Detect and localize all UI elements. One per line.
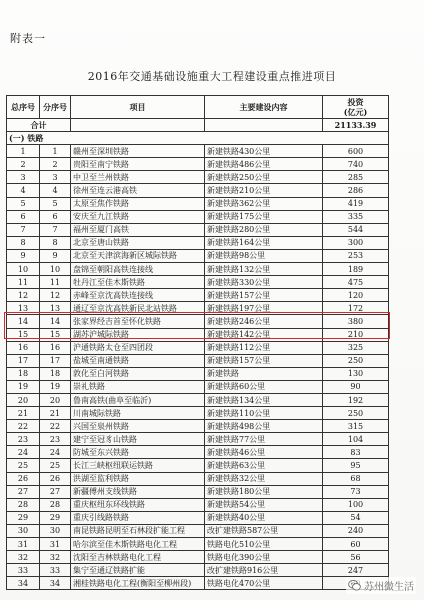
row-sub-no: 18 xyxy=(40,367,71,380)
row-total-no: 13 xyxy=(7,302,40,315)
row-project: 崇礼铁路 xyxy=(71,380,205,393)
row-investment: 56 xyxy=(323,551,389,564)
row-sub-no: 33 xyxy=(40,564,71,577)
row-investment: 250 xyxy=(323,407,389,420)
row-sub-no: 13 xyxy=(40,302,71,315)
row-investment: 419 xyxy=(323,197,389,210)
row-content: 新建铁路77公里 xyxy=(205,433,323,446)
row-sub-no: 14 xyxy=(40,315,71,328)
section-label: (一) 铁路 xyxy=(7,132,389,145)
row-content: 新建铁路40公里 xyxy=(205,511,323,524)
row-total-no: 1 xyxy=(7,145,40,158)
row-project: 湖苏沪城际铁路 xyxy=(71,328,205,341)
row-project: 南昆铁路昆明至石林段扩能工程 xyxy=(71,524,205,537)
table-row xyxy=(7,302,389,315)
table-row xyxy=(7,184,389,197)
row-project: 洪湖至监利铁路 xyxy=(71,472,205,485)
table-row xyxy=(7,145,389,158)
row-investment: 740 xyxy=(323,158,389,171)
row-sub-no: 17 xyxy=(40,354,71,367)
row-project: 建宁至冠豸山铁路 xyxy=(71,433,205,446)
row-project: 北京至唐山铁路 xyxy=(71,236,205,249)
row-total-no: 27 xyxy=(7,485,40,498)
row-project: 重庆引线路铁路 xyxy=(71,511,205,524)
row-project: 长江三峡枢纽联运铁路 xyxy=(71,459,205,472)
row-investment: 189 xyxy=(323,263,389,276)
row-content: 新建铁路134公里 xyxy=(205,393,323,406)
row-investment: 60 xyxy=(323,538,389,551)
row-investment: 120 xyxy=(323,289,389,302)
row-project: 通辽至京沈高铁新民北站铁路 xyxy=(71,302,205,315)
row-total-no: 2 xyxy=(7,158,40,171)
row-content: 新建铁路330公里 xyxy=(205,276,323,289)
table-row xyxy=(7,249,389,262)
row-content: 新建铁路246公里 xyxy=(205,315,323,328)
row-total-no: 3 xyxy=(7,171,40,184)
row-project: 牡丹江至佳木斯铁路 xyxy=(71,276,205,289)
row-content: 新建铁路142公里 xyxy=(205,328,323,341)
row-investment: 600 xyxy=(323,145,389,158)
row-project: 新疆傅州支线铁路 xyxy=(71,485,205,498)
table-row xyxy=(7,538,389,551)
total-row xyxy=(7,119,389,132)
table-row xyxy=(7,328,389,341)
row-sub-no: 4 xyxy=(40,184,71,197)
table-row xyxy=(7,433,389,446)
row-total-no: 25 xyxy=(7,459,40,472)
row-content: 新建铁路486公里 xyxy=(205,158,323,171)
row-sub-no: 22 xyxy=(40,420,71,433)
row-sub-no: 20 xyxy=(40,393,71,406)
row-project: 沪通铁路太仓至四团段 xyxy=(71,341,205,354)
row-sub-no: 5 xyxy=(40,197,71,210)
row-content: 新建铁路46公里 xyxy=(205,446,323,459)
row-project: 鲁南高铁(曲阜至临沂) xyxy=(71,393,205,406)
row-project: 赣州至深圳铁路 xyxy=(71,145,205,158)
row-total-no: 29 xyxy=(7,511,40,524)
header-project: 项目 xyxy=(71,96,205,119)
table-row xyxy=(7,276,389,289)
section-row xyxy=(7,132,389,145)
row-total-no: 6 xyxy=(7,210,40,223)
row-content: 新建铁路362公里 xyxy=(205,197,323,210)
table-row xyxy=(7,341,389,354)
row-project: 北京至天津滨海新区城际铁路 xyxy=(71,249,205,262)
empty-cell xyxy=(71,119,205,132)
row-investment: 104 xyxy=(323,433,389,446)
row-sub-no: 8 xyxy=(40,236,71,249)
row-sub-no: 2 xyxy=(40,158,71,171)
row-content: 铁路电化390公里 xyxy=(205,551,323,564)
row-total-no: 33 xyxy=(7,564,40,577)
row-project: 赤峰至京沈高铁连接线 xyxy=(71,289,205,302)
row-total-no: 24 xyxy=(7,446,40,459)
row-total-no: 28 xyxy=(7,498,40,511)
header-content: 主要建设内容 xyxy=(205,96,323,119)
row-project: 敦化至白河铁路 xyxy=(71,367,205,380)
row-project: 沈阳至吉林铁路电化工程 xyxy=(71,551,205,564)
row-sub-no: 10 xyxy=(40,263,71,276)
row-content: 新建铁路175公里 xyxy=(205,210,323,223)
table-row xyxy=(7,498,389,511)
row-total-no: 21 xyxy=(7,407,40,420)
row-total-no: 30 xyxy=(7,524,40,537)
table-row xyxy=(7,289,389,302)
projects-table xyxy=(6,95,389,590)
total-value: 21133.39 xyxy=(323,119,389,132)
row-investment: 544 xyxy=(323,223,389,236)
row-total-no: 4 xyxy=(7,184,40,197)
row-total-no: 16 xyxy=(7,341,40,354)
row-project: 盘锦至朝阳高铁连接线 xyxy=(71,263,205,276)
table-row xyxy=(7,236,389,249)
row-project: 中卫至兰州铁路 xyxy=(71,171,205,184)
table-row xyxy=(7,158,389,171)
row-sub-no: 27 xyxy=(40,485,71,498)
table-row xyxy=(7,551,389,564)
table-row xyxy=(7,564,389,577)
row-investment: 172 xyxy=(323,302,389,315)
row-content: 新建铁路157公里 xyxy=(205,354,323,367)
table-row xyxy=(7,210,389,223)
row-sub-no: 34 xyxy=(40,577,71,590)
row-sub-no: 21 xyxy=(40,407,71,420)
row-project: 安庆至九江铁路 xyxy=(71,210,205,223)
row-investment: 100 xyxy=(323,498,389,511)
row-investment: 250 xyxy=(323,354,389,367)
row-content: 改扩建铁路587公里 xyxy=(205,524,323,537)
row-sub-no: 16 xyxy=(40,341,71,354)
table-row xyxy=(7,420,389,433)
row-total-no: 12 xyxy=(7,289,40,302)
row-investment: 83 xyxy=(323,446,389,459)
row-investment: 95 xyxy=(323,459,389,472)
row-sub-no: 26 xyxy=(40,472,71,485)
table-row xyxy=(7,197,389,210)
table-row xyxy=(7,223,389,236)
row-project: 福州至厦门高铁 xyxy=(71,223,205,236)
row-content: 新建铁路197公里 xyxy=(205,302,323,315)
table-row xyxy=(7,407,389,420)
row-content: 新建铁路60公里 xyxy=(205,380,323,393)
row-content: 新建铁路280公里 xyxy=(205,223,323,236)
row-total-no: 7 xyxy=(7,223,40,236)
row-total-no: 10 xyxy=(7,263,40,276)
row-project: 川南城际铁路 xyxy=(71,407,205,420)
row-sub-no: 3 xyxy=(40,171,71,184)
watermark xyxy=(346,577,416,594)
row-total-no: 11 xyxy=(7,276,40,289)
row-sub-no: 19 xyxy=(40,380,71,393)
row-sub-no: 1 xyxy=(40,145,71,158)
row-sub-no: 25 xyxy=(40,459,71,472)
row-project: 湘桂铁路电化工程(衡阳至柳州段) xyxy=(71,577,205,590)
table-row xyxy=(7,511,389,524)
row-investment: 475 xyxy=(323,276,389,289)
row-sub-no: 11 xyxy=(40,276,71,289)
row-project: 张家界经吉首至怀化铁路 xyxy=(71,315,205,328)
table-row xyxy=(7,577,389,590)
row-total-no: 34 xyxy=(7,577,40,590)
table-row xyxy=(7,459,389,472)
empty-cell xyxy=(205,119,323,132)
table-row xyxy=(7,367,389,380)
row-investment: 90 xyxy=(323,380,389,393)
row-project: 兴国至泉州铁路 xyxy=(71,420,205,433)
row-content: 新建铁路 xyxy=(205,367,323,380)
row-content: 新建铁路110公里 xyxy=(205,407,323,420)
header-investment: 投资 (亿元) xyxy=(323,96,389,119)
row-total-no: 18 xyxy=(7,367,40,380)
table-row xyxy=(7,393,389,406)
row-total-no: 8 xyxy=(7,236,40,249)
header-total-no: 总序号 xyxy=(7,96,40,119)
document-title: 2016年交通基础设施重大工程建设重点推进项目 xyxy=(87,70,337,83)
row-content: 新建铁路98公里 xyxy=(205,249,323,262)
row-total-no: 20 xyxy=(7,393,40,406)
row-sub-no: 9 xyxy=(40,249,71,262)
row-content: 新建铁路32公里 xyxy=(205,472,323,485)
row-content: 新建铁路210公里 xyxy=(205,184,323,197)
row-total-no: 32 xyxy=(7,551,40,564)
row-content: 铁路电化510公里 xyxy=(205,538,323,551)
header-sub-no: 分序号 xyxy=(40,96,71,119)
row-project: 集宁至通辽铁路扩能 xyxy=(71,564,205,577)
table-row xyxy=(7,263,389,276)
total-label: 合计 xyxy=(7,119,71,132)
table-row xyxy=(7,315,389,328)
row-total-no: 14 xyxy=(7,315,40,328)
row-project: 徐州至连云港高铁 xyxy=(71,184,205,197)
row-content: 新建铁路157公里 xyxy=(205,289,323,302)
row-content: 新建铁路112公里 xyxy=(205,341,323,354)
row-investment: 285 xyxy=(323,171,389,184)
row-sub-no: 24 xyxy=(40,446,71,459)
row-content: 新建铁路250公里 xyxy=(205,171,323,184)
row-sub-no: 23 xyxy=(40,433,71,446)
row-project: 防城至东兴铁路 xyxy=(71,446,205,459)
row-total-no: 5 xyxy=(7,197,40,210)
row-investment: 192 xyxy=(323,393,389,406)
row-investment: 315 xyxy=(323,420,389,433)
table-row xyxy=(7,472,389,485)
row-investment: 130 xyxy=(323,367,389,380)
row-total-no: 17 xyxy=(7,354,40,367)
row-total-no: 15 xyxy=(7,328,40,341)
table-row xyxy=(7,380,389,393)
row-content: 新建铁路132公里 xyxy=(205,263,323,276)
row-investment: 300 xyxy=(323,236,389,249)
row-sub-no: 6 xyxy=(40,210,71,223)
row-investment: 240 xyxy=(323,524,389,537)
row-total-no: 26 xyxy=(7,472,40,485)
row-total-no: 19 xyxy=(7,380,40,393)
row-total-no: 22 xyxy=(7,420,40,433)
row-content: 新建铁路54公里 xyxy=(205,498,323,511)
wechat-icon xyxy=(348,579,361,592)
row-project: 重庆枢纽东环线铁路 xyxy=(71,498,205,511)
row-investment: 286 xyxy=(323,184,389,197)
row-sub-no: 31 xyxy=(40,538,71,551)
row-sub-no: 15 xyxy=(40,328,71,341)
row-total-no: 23 xyxy=(7,433,40,446)
row-sub-no: 28 xyxy=(40,498,71,511)
row-investment: 247 xyxy=(323,564,389,577)
row-investment: 54 xyxy=(323,511,389,524)
row-project: 盐城至南通铁路 xyxy=(71,354,205,367)
row-sub-no: 29 xyxy=(40,511,71,524)
table-row xyxy=(7,354,389,367)
row-sub-no: 12 xyxy=(40,289,71,302)
table-header-row xyxy=(7,96,389,119)
row-project: 哈尔滨至佳木斯铁路电化工程 xyxy=(71,538,205,551)
row-content: 新建铁路63公里 xyxy=(205,459,323,472)
table-row xyxy=(7,524,389,537)
watermark-label: 苏州微生活 xyxy=(364,582,414,593)
row-project: 太原至焦作铁路 xyxy=(71,197,205,210)
row-project: 贵阳至南宁铁路 xyxy=(71,158,205,171)
table-row xyxy=(7,485,389,498)
row-total-no: 9 xyxy=(7,249,40,262)
row-investment: 210 xyxy=(323,328,389,341)
row-sub-no: 32 xyxy=(40,551,71,564)
row-investment: 325 xyxy=(323,341,389,354)
row-content: 新建铁路430公里 xyxy=(205,145,323,158)
table-row xyxy=(7,171,389,184)
row-sub-no: 7 xyxy=(40,223,71,236)
row-total-no: 31 xyxy=(7,538,40,551)
row-investment: 380 xyxy=(323,315,389,328)
row-sub-no: 30 xyxy=(40,524,71,537)
table-row xyxy=(7,446,389,459)
row-content: 新建铁路498公里 xyxy=(205,420,323,433)
row-investment: 73 xyxy=(323,485,389,498)
row-investment: 68 xyxy=(323,472,389,485)
row-investment: 253 xyxy=(323,249,389,262)
row-content: 新建铁路180公里 xyxy=(205,485,323,498)
row-content: 铁路电化470公里 xyxy=(205,577,323,590)
row-investment: 335 xyxy=(323,210,389,223)
row-content: 改扩建铁路916公里 xyxy=(205,564,323,577)
appendix-label: 附表一 xyxy=(10,32,46,45)
row-content: 新建铁路164公里 xyxy=(205,236,323,249)
